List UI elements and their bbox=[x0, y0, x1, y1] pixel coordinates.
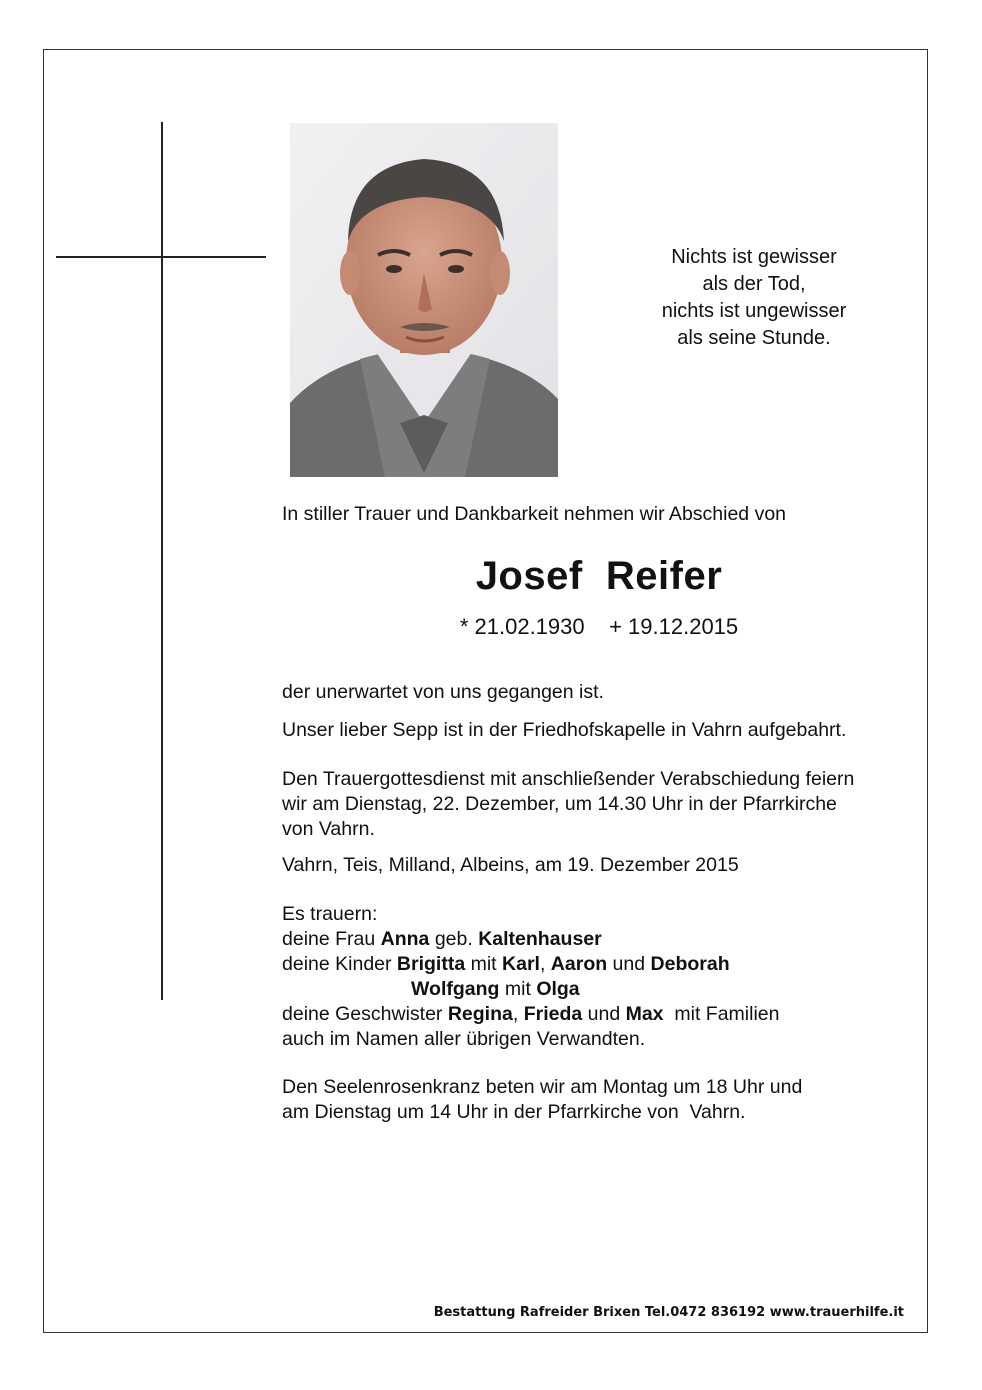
mourner-line: deine Geschwister Regina, Frieda und Max mit Familien bbox=[282, 1003, 780, 1025]
quote-block bbox=[620, 244, 888, 352]
quote-line: als seine Stunde. bbox=[677, 327, 831, 349]
portrait-illustration bbox=[290, 123, 558, 477]
death-date: + 19.12.2015 bbox=[609, 614, 739, 639]
quote-line: Nichts ist gewisser bbox=[671, 246, 837, 268]
place-date: Vahrn, Teis, Milland, Albeins, am 19. Dezember 2015 bbox=[282, 854, 739, 876]
rosary-text: Den Seelenrosenkranz beten wir am Montag um 18 Uhr und bbox=[282, 1076, 803, 1098]
deceased-name bbox=[282, 554, 916, 599]
mourner-line: auch im Namen aller übrigen Verwandten. bbox=[282, 1028, 646, 1050]
rosary-text: am Dienstag um 14 Uhr in der Pfarrkirche von Vahrn. bbox=[282, 1101, 746, 1123]
body-text: wir am Dienstag, 22. Dezember, um 14.30 Uhr in der Pfarrkirche bbox=[282, 793, 837, 815]
body-text: der unerwartet von uns gegangen ist. bbox=[282, 681, 604, 703]
mourner-line: deine Kinder Brigitta mit Karl, Aaron und Deborah bbox=[282, 953, 730, 975]
portrait-photo bbox=[290, 123, 558, 477]
body-text: von Vahrn. bbox=[282, 818, 375, 840]
body-text: Unser lieber Sepp ist in der Friedhofskapelle in Vahrn aufgebahrt. bbox=[282, 719, 847, 741]
birth-date: * 21.02.1930 bbox=[459, 614, 585, 639]
life-dates bbox=[282, 614, 916, 640]
first-name: Josef bbox=[475, 554, 583, 598]
quote-line: nichts ist ungewisser bbox=[661, 300, 847, 322]
mourners-heading: Es trauern: bbox=[282, 903, 378, 925]
quote-line: als der Tod, bbox=[702, 273, 806, 295]
intro-text: In stiller Trauer und Dankbarkeit nehmen wir Abschied von bbox=[282, 503, 787, 525]
body-text: Den Trauergottesdienst mit anschließender Verabschiedung feiern bbox=[282, 768, 855, 790]
mourner-line: deine Frau Anna geb. Kaltenhauser bbox=[282, 928, 602, 950]
cross-horizontal-bar bbox=[56, 256, 266, 258]
cross-vertical-bar bbox=[161, 122, 163, 1000]
funeral-home-footer: Bestattung Rafreider Brixen Tel.0472 836192 www.trauerhilfe.it bbox=[433, 1305, 904, 1320]
last-name: Reifer bbox=[605, 554, 723, 598]
mourner-line: Wolfgang mit Olga bbox=[411, 978, 580, 1000]
